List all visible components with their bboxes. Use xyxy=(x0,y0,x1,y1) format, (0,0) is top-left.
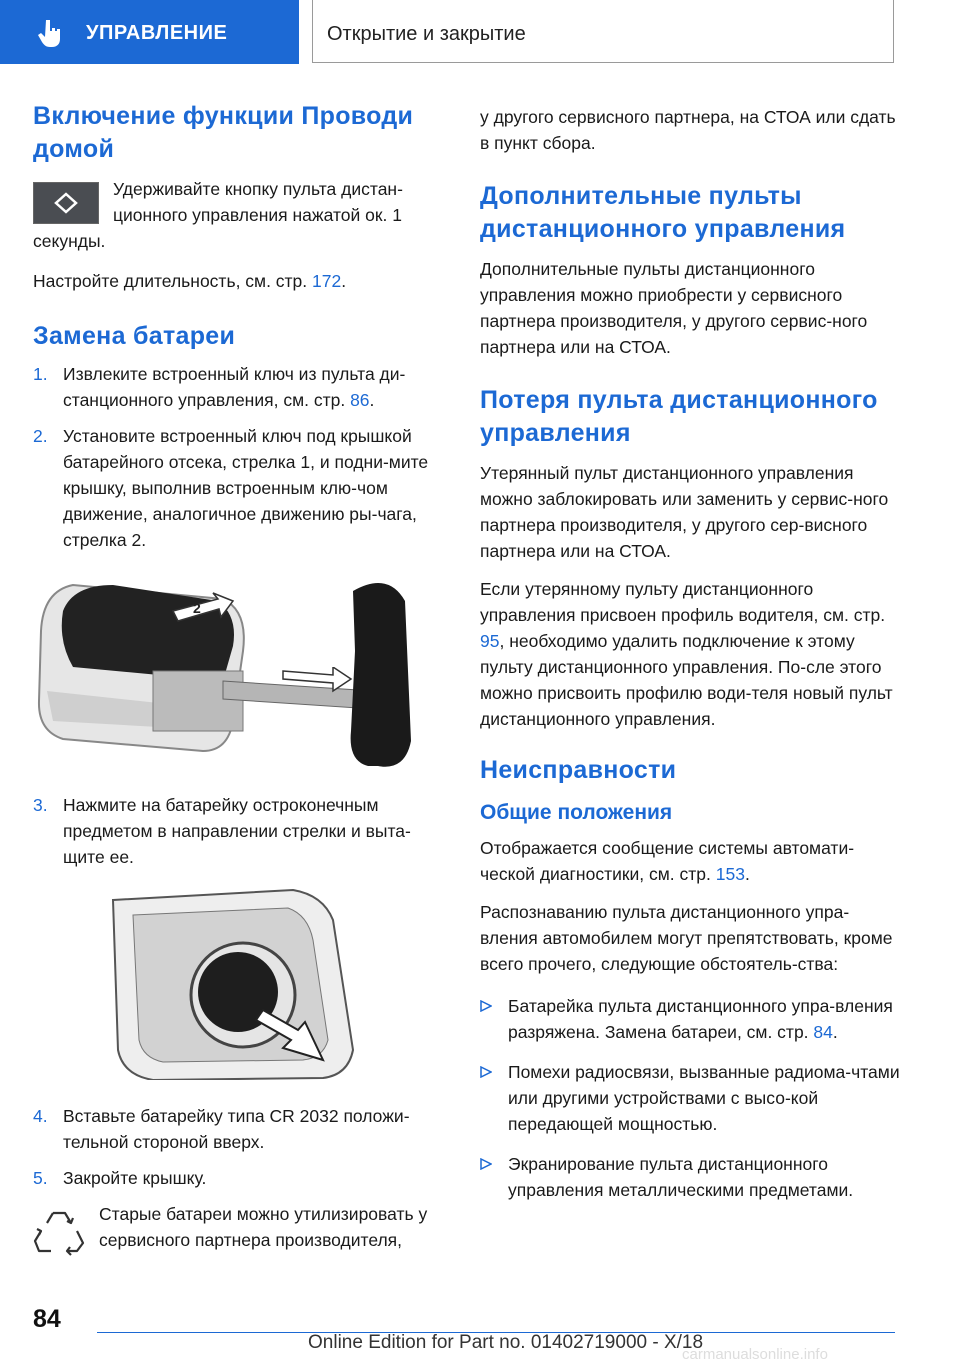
malfunction-text-1b: . xyxy=(744,864,750,884)
button-instruction xyxy=(33,176,449,254)
arrow-label-2: 2 xyxy=(193,600,201,616)
subsection-title-general: Общие положения xyxy=(480,801,673,824)
malfunction-text-2: Распознаванию пульта дистанционного упра-вления автомобилем могут препятствовать, кроме всего прочего, следующие обстоятель-ства: xyxy=(480,902,893,974)
battery-steps xyxy=(33,361,449,553)
page-number: 84 xyxy=(33,1305,61,1333)
additional-remotes-text: Дополнительные пульты дистанционного управления можно приобрести у сервисного партнера производителя, у другого сервис-ного партнера или на СТОА. xyxy=(480,259,868,357)
malfunction-causes-list xyxy=(480,993,900,1203)
bullet-triangle-icon xyxy=(480,1000,492,1012)
step-text: Извлеките встроенный ключ из пульта ди-станционного управления, см. стр. xyxy=(63,364,406,410)
page-ref-84[interactable]: 84 xyxy=(813,1022,833,1042)
lost-remote-text-1: Утерянный пульт дистанционного управления можно заблокировать или заменить у сервис-ного партнера производителя, у другого сер-висного партнера или на СТОА. xyxy=(480,463,889,561)
section-title-follow-me-home: Включение функции Проводи домой xyxy=(33,102,414,163)
section-title-battery-replacement: Замена батареи xyxy=(33,322,236,350)
duration-text-end: . xyxy=(341,271,347,291)
left-column xyxy=(33,100,449,1265)
cause-item-3 xyxy=(480,1151,900,1203)
recycle-note xyxy=(33,1201,449,1253)
malfunction-text-1a: Отображается сообщение системы автомати-ческой диагностики, см. стр. xyxy=(480,838,855,884)
step-text: Вставьте батарейку типа CR 2032 положи-тельной стороной вверх. xyxy=(63,1106,410,1152)
cause-text: Батарейка пульта дистанционного упра-вления разряжена. Замена батареи, см. стр. xyxy=(508,996,893,1042)
site-watermark: carmanualsonline.info xyxy=(682,1346,828,1363)
remote-button-icon xyxy=(33,182,99,224)
lost-remote-text-2 xyxy=(480,576,900,732)
page-ref-86[interactable]: 86 xyxy=(350,390,370,410)
step-5 xyxy=(33,1165,449,1191)
chapter-title: Открытие и закрытие xyxy=(327,23,526,45)
step-4 xyxy=(33,1103,449,1155)
step-number: 4. xyxy=(33,1106,48,1126)
cause-text: Помехи радиосвязи, вызванные радиома-чтами или другими устройствами с высо-кой передающей мощностью. xyxy=(508,1062,900,1134)
follow-me-home-instruction: Удерживайте кнопку пульта дистан-ционного управления нажатой ок. 1 секунды. xyxy=(33,179,403,251)
section-title-malfunctions: Неисправности xyxy=(480,756,677,784)
step-number: 5. xyxy=(33,1168,48,1188)
duration-text: Настройте длительность, см. стр. xyxy=(33,271,313,291)
lost-remote-text-2a: Если утерянному пульту дистанционного управления присвоен профиль водителя, см. стр. xyxy=(480,579,886,625)
key-fob-figure xyxy=(33,571,449,776)
duration-setting-text xyxy=(33,268,449,294)
arrow-label-1: 1 xyxy=(328,654,336,670)
recycle-icon xyxy=(33,1205,85,1257)
step-3 xyxy=(33,792,449,870)
step-text: Нажмите на батарейку остроконечным предметом в направлении стрелки и выта-щите ее. xyxy=(63,795,411,867)
battery-steps-continued xyxy=(33,792,449,870)
hand-pointer-icon xyxy=(38,18,64,48)
bullet-triangle-icon xyxy=(480,1066,492,1078)
cause-item-1 xyxy=(480,993,900,1045)
section-title-additional-remotes: Дополнительные пульты дистанционного управления xyxy=(480,182,846,243)
section-title-lost-remote: Потеря пульта дистанционного управления xyxy=(480,386,878,447)
section-tab[interactable] xyxy=(0,0,299,64)
section-tab-label: УПРАВЛЕНИЕ xyxy=(86,22,228,44)
edition-text: Online Edition for Part no. 01402719000 - X/18 xyxy=(308,1332,704,1353)
lost-remote-text-2b: , необходимо удалить подключение к этому пульту дистанционного управления. По-сле этого можно присвоить профилю води-теля новый пульт дистанционного управления. xyxy=(480,631,893,729)
step-text: Установите встроенный ключ под крышкой батарейного отсека, стрелка 1, и подни-мите крышку, выполнив встроенным клю-чом движение, аналогичное движению ры-чага, стрелка 2. xyxy=(63,426,429,550)
step-text-end: . xyxy=(369,390,375,410)
step-number: 2. xyxy=(33,426,48,446)
step-2 xyxy=(33,423,449,553)
bullet-triangle-icon xyxy=(480,1158,492,1170)
page-ref-153[interactable]: 153 xyxy=(715,864,745,884)
cause-item-2 xyxy=(480,1059,900,1137)
cause-text-end: . xyxy=(832,1022,838,1042)
right-column xyxy=(480,104,900,1217)
recycle-text: Старые батареи можно утилизировать у сервисного партнера производителя, xyxy=(99,1204,428,1250)
page-ref-95[interactable]: 95 xyxy=(480,631,500,651)
step-text: Закройте крышку. xyxy=(63,1168,207,1188)
recycle-text-continued: у другого сервисного партнера, на СТОА или сдать в пункт сбора. xyxy=(480,107,896,153)
battery-compartment-figure xyxy=(33,880,449,1085)
step-number: 3. xyxy=(33,795,48,815)
cause-text: Экранирование пульта дистанционного управления металлическими предметами. xyxy=(508,1154,854,1200)
step-number: 1. xyxy=(33,364,48,384)
battery-steps-final xyxy=(33,1103,449,1191)
page-footer xyxy=(0,1300,960,1362)
chapter-header xyxy=(312,0,894,63)
malfunction-text-1 xyxy=(480,835,900,887)
page-ref-172[interactable]: 172 xyxy=(312,271,342,291)
step-1 xyxy=(33,361,449,413)
